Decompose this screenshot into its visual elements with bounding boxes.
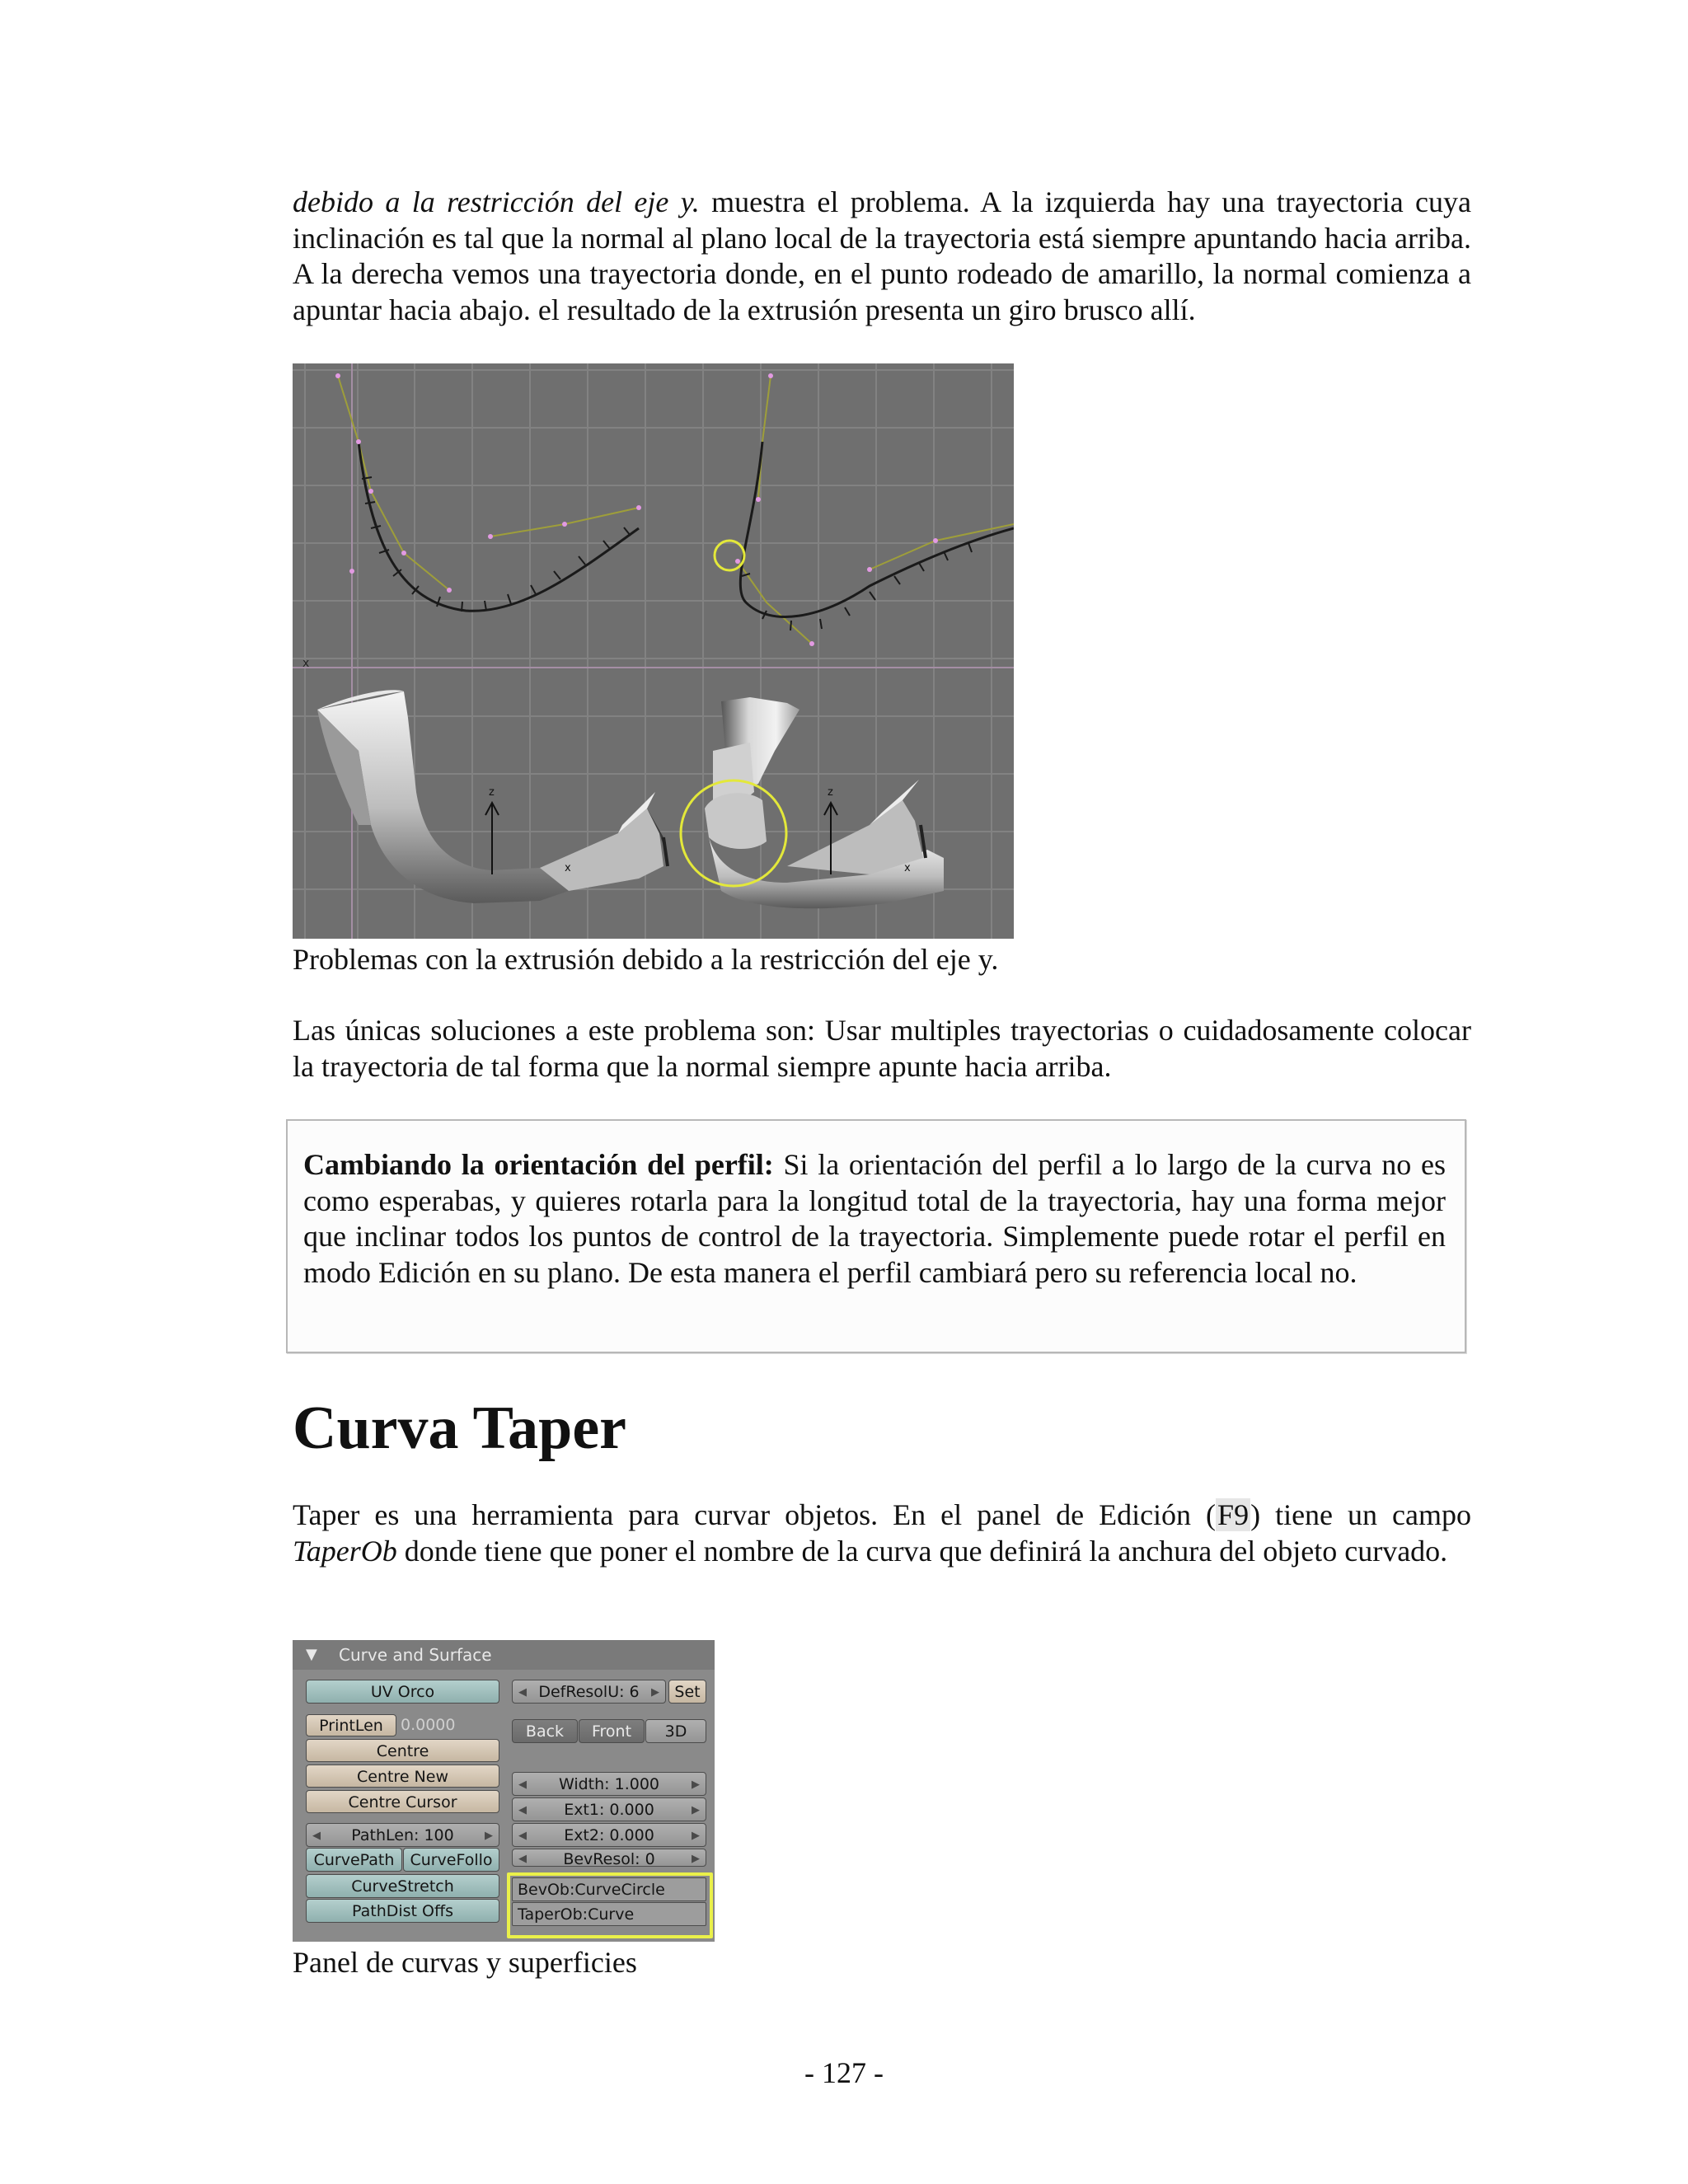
increment-arrow-icon[interactable]: ▶ [692, 1804, 700, 1816]
solutions-paragraph [293, 1013, 1471, 1085]
increment-arrow-icon[interactable]: ▶ [651, 1686, 659, 1699]
curvefollow-toggle[interactable]: CurveFollo [403, 1848, 499, 1872]
centre-new-button[interactable]: Centre New [306, 1765, 499, 1788]
taper-paragraph [293, 1497, 1471, 1569]
ext2-label: Ext2: 0.000 [564, 1826, 654, 1844]
right-extruded-tube [705, 697, 944, 908]
taper-text-a: Taper es una herramienta para curvar objetos. En el panel de Edición ( [293, 1498, 1217, 1531]
curve-paths [359, 442, 1014, 616]
figure1-caption: Problemas con la extrusión debido a la restricción del eje y. [293, 943, 999, 976]
defresolu-label: DefResolU: 6 [538, 1683, 640, 1701]
taper-text-c: donde tiene que poner el nombre de la curva que definirá la anchura del objeto curvado. [396, 1534, 1448, 1568]
highlight-circle-small [715, 541, 744, 570]
curvepath-toggle[interactable]: CurvePath [306, 1848, 402, 1872]
collapse-triangle-icon[interactable]: ▼ [306, 1646, 317, 1663]
axis-label-z-right: z [828, 786, 833, 799]
intro-text: muestra el problema. A la izquierda hay una trayectoria cuya inclinación es tal que la normal al plano local de la trayectoria está siempre apuntando hacia arriba. A la derecha vemos una trayectoria donde, en el punto rodeado de amarillo, la normal comienza a apuntar hacia abajo. el resultado de la extrusión presenta un giro brusco allí. [293, 185, 1471, 326]
panel-header[interactable] [293, 1640, 715, 1670]
centre-button[interactable]: Centre [306, 1739, 499, 1762]
panel-caption: Panel de curvas y superficies [293, 1946, 637, 1979]
note-text: Si la orientación del perfil a lo largo de la curva no es como esperabas, y quieres rotarla para la longitud total de la trayectoria, hay una forma mejor que inclinar todos los puntos de control de la trayectoria. Simplemente puede rotar el perfil en modo Edición en su plano. De esta manera el perfil cambiará pero su referencia local no. [303, 1148, 1446, 1289]
3d-toggle[interactable]: 3D [645, 1719, 706, 1743]
bevresol-label: BevResol: 0 [563, 1850, 655, 1867]
curvestretch-toggle[interactable]: CurveStretch [306, 1874, 499, 1898]
decrement-arrow-icon[interactable]: ◀ [518, 1830, 527, 1842]
decrement-arrow-icon[interactable]: ◀ [518, 1779, 527, 1791]
increment-arrow-icon[interactable]: ▶ [692, 1853, 700, 1865]
pathdist-offs-toggle[interactable]: PathDist Offs [306, 1899, 499, 1923]
decrement-arrow-icon[interactable]: ◀ [518, 1686, 527, 1699]
set-button[interactable]: Set [668, 1680, 706, 1704]
printlen-button[interactable]: PrintLen [306, 1714, 396, 1736]
tip-note-box [286, 1119, 1466, 1353]
increment-arrow-icon[interactable]: ▶ [485, 1830, 493, 1842]
bevresol-number-field[interactable] [512, 1849, 706, 1867]
panel-title: Curve and Surface [339, 1645, 492, 1665]
axis-label-x-left: x [565, 862, 571, 874]
back-toggle[interactable]: Back [512, 1719, 578, 1743]
taper-text-b: ) tiene un campo [1250, 1498, 1471, 1531]
solutions-text: Las únicas soluciones a este problema son: Usar multiples trayectorias o cuidadosamente colocar la trayectoria de tal forma que la normal siempre apunte hacia arriba. [293, 1014, 1471, 1083]
highlight-frame [507, 1872, 713, 1938]
printlen-value: 0.0000 [401, 1716, 456, 1734]
width-label: Width: 1.000 [558, 1775, 660, 1793]
centre-cursor-button[interactable]: Centre Cursor [306, 1790, 499, 1813]
extrusion-problem-figure [293, 363, 1014, 939]
decrement-arrow-icon[interactable]: ◀ [518, 1853, 527, 1865]
note-bold-lead: Cambiando la orientación del perfil: [303, 1148, 774, 1181]
ext1-label: Ext1: 0.000 [564, 1801, 654, 1819]
ext2-number-field[interactable] [512, 1823, 706, 1847]
curve-and-surface-panel [293, 1640, 715, 1942]
decrement-arrow-icon[interactable]: ◀ [518, 1804, 527, 1816]
page-number: - 127 - [804, 2056, 884, 2089]
uv-orco-button[interactable]: UV Orco [306, 1680, 499, 1704]
axis-label-z-left: z [489, 786, 495, 799]
extrusion-figure-svg [293, 363, 1014, 939]
defresolu-number-field[interactable] [512, 1680, 666, 1704]
increment-arrow-icon[interactable]: ▶ [692, 1779, 700, 1791]
taperob-input[interactable]: TaperOb:Curve [512, 1902, 706, 1926]
decrement-arrow-icon[interactable]: ◀ [312, 1830, 321, 1842]
bevob-input[interactable]: BevOb:CurveCircle [512, 1877, 706, 1901]
front-toggle[interactable]: Front [579, 1719, 645, 1743]
ext1-number-field[interactable] [512, 1797, 706, 1821]
section-heading: Curva Taper [293, 1394, 627, 1462]
taper-italic-taperob: TaperOb [293, 1534, 397, 1568]
intro-italic-lead: debido a la restricción del eje y. [293, 185, 700, 218]
width-number-field[interactable] [512, 1772, 706, 1796]
axis-label-x-right: x [904, 862, 911, 874]
pathlen-number-field[interactable] [306, 1823, 499, 1847]
pathlen-label: PathLen: 100 [351, 1826, 454, 1844]
intro-paragraph [293, 185, 1471, 328]
svg-text:x: x [302, 657, 310, 670]
key-f9: F9 [1217, 1498, 1250, 1531]
increment-arrow-icon[interactable]: ▶ [692, 1830, 700, 1842]
